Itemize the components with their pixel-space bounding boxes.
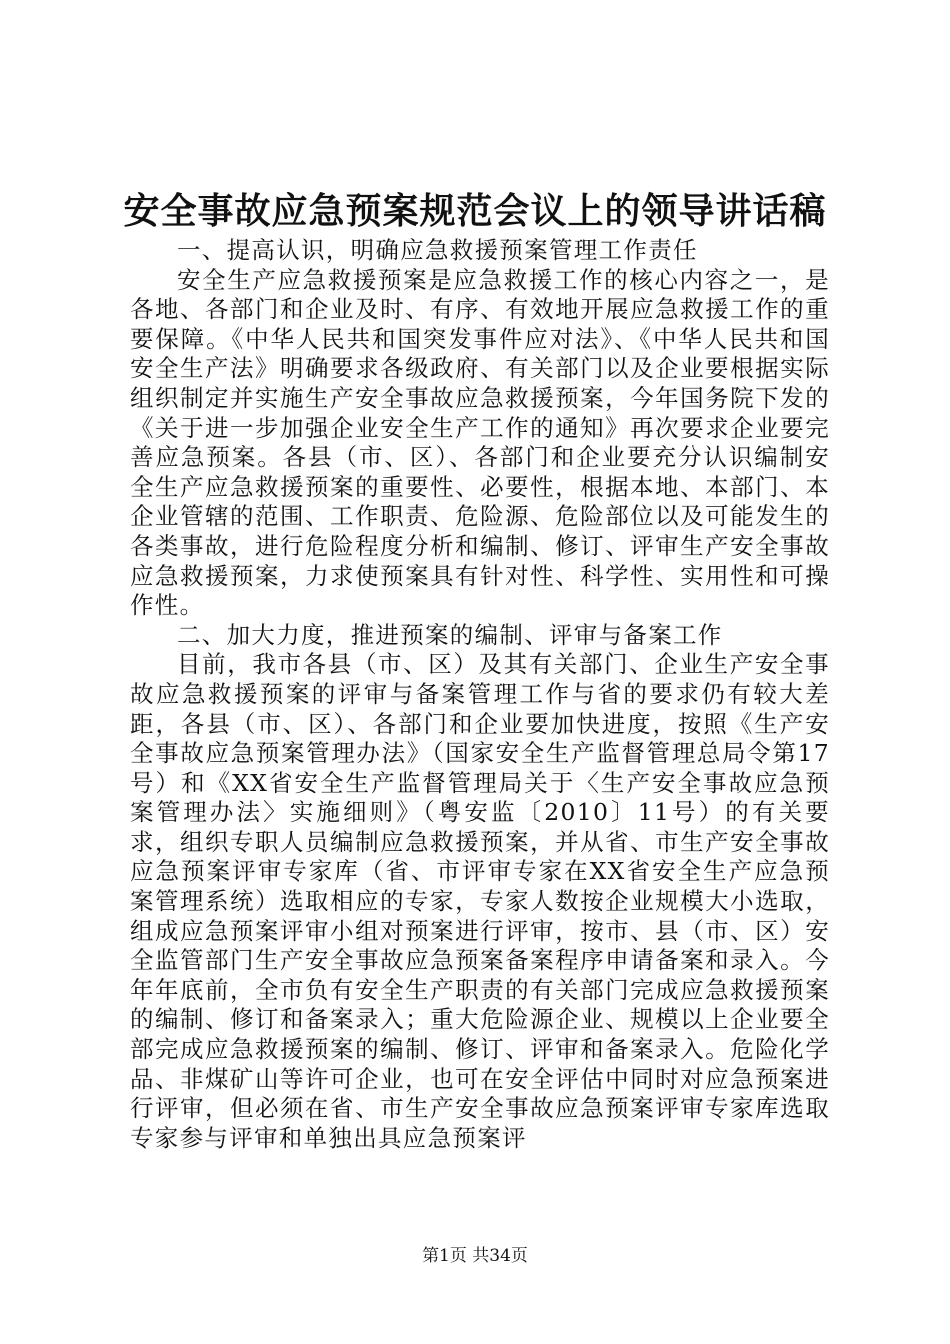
section-heading-1: 一、提高认识，明确应急救援预案管理工作责任: [177, 236, 698, 264]
document-title: 安全事故应急预案规范会议上的领导讲话稿: [123, 190, 827, 232]
page-number: 第1页 共34页: [422, 1246, 528, 1266]
paragraph-1: 安全生产应急救援预案是应急救援工作的核心内容之一，是各地、各部门和企业及时、有序、有效地开展应急救援工作的重要保障。《中华人民共和国突发事件应对法》、《中华人民共和国安全生产法》明确要求各级政府、有关部门以及企业要根据实际组织制定并实施生产安全事故应急救援预案，今年国务院下发的《关于进一步加强企业安全生产工作的通知》再次要求企业要完善应急预案。各县（市、区）、各部门和企业要充分认识编制安全生产应急救援预案的重要性、必要性，根据本地、本部门、本企业管辖的范围、工作职责、危险源、危险部位以及可能发生的各类事故，进行危险程度分析和编制、修订、评审生产安全事故应急救援预案，力求使预案具有针对性、科学性、实用性和可操作性。: [130, 265, 830, 620]
section-heading-2: 二、加大力度，推进预案的编制、评审与备案工作: [177, 620, 723, 649]
document-body: [130, 236, 830, 1153]
paragraph-2: 目前，我市各县（市、区）及其有关部门、企业生产安全事故应急救援预案的评审与备案管理工作与省的要求仍有较大差距，各县（市、区）、各部门和企业要加快进度，按照《生产安全事故应急预案管理办法》（国家安全生产监督管理总局令第17号）和《XX省安全生产监督管理局关于〈生产安全事故应急预案管理办法〉实施细则》（粤安监〔2010〕11号）的有关要求，组织专职人员编制应急救援预案，并从省、市生产安全事故应急预案评审专家库（省、市评审专家在XX省安全生产应急预案管理系统）选取相应的专家，专家人数按企业规模大小选取，组成应急预案评审小组对预案进行评审，按市、县（市、区）安全监管部门生产安全事故应急预案备案程序申请备案和录入。今年年底前，全市负有安全生产职责的有关部门完成应急救援预案的编制、修订和备案录入；重大危险源企业、规模以上企业要全部完成应急救援预案的编制、修订、评审和备案录入。危险化学品、非煤矿山等许可企业，也可在安全评估中同时对应急预案进行评审，但必须在省、市生产安全事故应急预案评审专家库选取专家参与评审和单独出具应急预案评: [130, 650, 830, 1152]
